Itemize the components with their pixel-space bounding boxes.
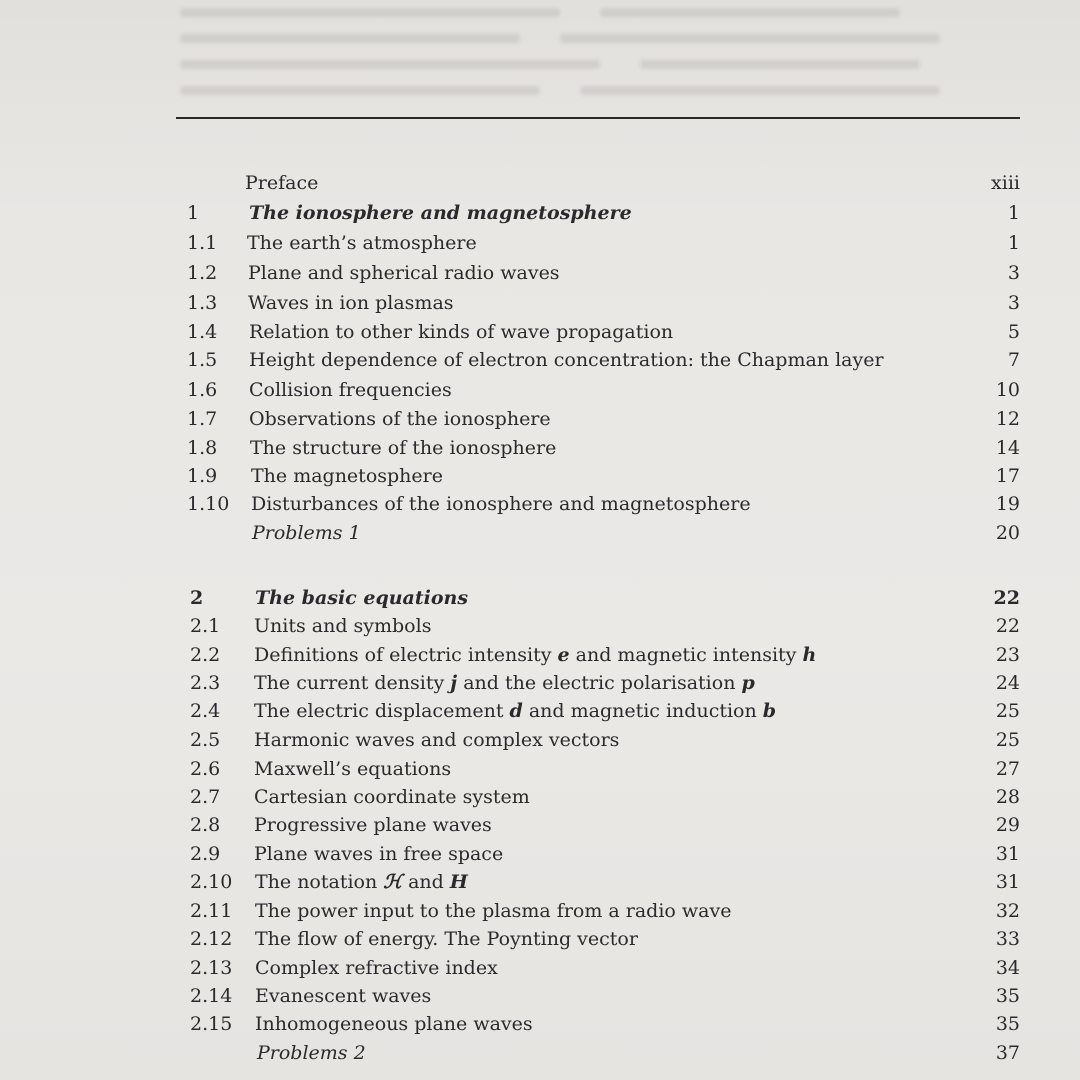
toc-entry (190, 698, 1020, 724)
toc-number: 1.2 (187, 262, 218, 284)
toc-entry (190, 1011, 1020, 1037)
toc-number: 1 (187, 202, 200, 224)
toc-entry (187, 347, 1020, 373)
toc-entry (190, 670, 1020, 696)
toc-entry (190, 983, 1020, 1009)
toc-number: 1.6 (187, 379, 218, 401)
toc-title: The structure of the ionosphere (250, 437, 557, 459)
toc-number: 2.1 (190, 615, 221, 637)
toc-title: The ionosphere and magnetosphere (249, 202, 632, 224)
symbol: ℋ (383, 871, 403, 893)
title-text: The notation (255, 871, 384, 893)
toc-page-number: 14 (995, 437, 1020, 459)
toc-title (254, 642, 816, 668)
title-text: Definitions of electric intensity (254, 644, 558, 666)
toc-title: Progressive plane waves (254, 814, 492, 836)
toc-number: 1.9 (187, 465, 218, 487)
toc-entry (190, 784, 1020, 810)
toc-page-number: 25 (995, 700, 1020, 722)
symbol: e (557, 644, 570, 666)
toc-entry (190, 642, 1020, 668)
symbol: h (802, 644, 817, 666)
toc-title: Plane waves in free space (254, 843, 504, 865)
toc-page-number: 12 (995, 408, 1020, 430)
toc-number: 2.15 (190, 1013, 233, 1035)
toc-number: 2.8 (190, 814, 221, 836)
toc-page-number: 3 (1007, 292, 1020, 314)
toc-entry-problems (190, 1040, 1020, 1066)
toc-title: Complex refractive index (255, 957, 498, 979)
toc-page-number: 29 (995, 814, 1020, 836)
toc-chapter-heading (187, 200, 1020, 226)
toc-entry (190, 812, 1020, 838)
toc-number: 2.4 (190, 700, 221, 722)
toc-number: 1.1 (187, 232, 218, 254)
toc-number: 2.5 (190, 729, 221, 751)
toc-number: 2.7 (190, 786, 221, 808)
symbol: H (449, 871, 468, 893)
toc-title: Inhomogeneous plane waves (255, 1013, 533, 1035)
toc-page-number: 23 (995, 644, 1020, 666)
toc-number: 2.9 (190, 843, 221, 865)
toc-number: 2 (190, 587, 204, 609)
toc-entry (190, 841, 1020, 867)
toc-page-number: 35 (995, 985, 1020, 1007)
toc-title: Evanescent waves (255, 985, 432, 1007)
symbol: p (741, 672, 755, 694)
toc-title: Preface (245, 172, 319, 194)
title-text: and (402, 871, 450, 893)
toc-number: 1.3 (187, 292, 218, 314)
toc-entry (187, 319, 1020, 345)
toc-title (254, 698, 776, 724)
symbol: b (762, 700, 777, 722)
toc-title: The earth’s atmosphere (247, 232, 477, 254)
toc-title: Waves in ion plasmas (248, 292, 454, 314)
toc-number: 2.6 (190, 758, 221, 780)
toc-page-number: 27 (995, 758, 1020, 780)
toc-entry (187, 230, 1020, 256)
toc-number: 2.3 (190, 672, 221, 694)
toc-page-number: 31 (995, 871, 1020, 893)
title-text: The current density (254, 672, 451, 694)
toc-page-number: 35 (995, 1013, 1020, 1035)
toc-page-number: 3 (1007, 262, 1020, 284)
toc-entry (187, 260, 1020, 286)
toc-entry (187, 463, 1020, 489)
toc-page-number: 22 (995, 615, 1020, 637)
toc-title: Problems 2 (257, 1042, 366, 1064)
toc-page-number: 37 (995, 1042, 1020, 1064)
toc-entry (187, 290, 1020, 316)
toc-title: The magnetosphere (251, 465, 443, 487)
toc-title: The basic equations (255, 587, 469, 609)
symbol: d (509, 700, 523, 722)
toc-number: 1.8 (187, 437, 218, 459)
toc-page-number: 22 (993, 587, 1020, 609)
toc-page-number: 28 (995, 786, 1020, 808)
title-text: and the electric polarisation (457, 672, 742, 694)
toc-number: 2.10 (190, 871, 233, 893)
toc-title: Observations of the ionosphere (249, 408, 551, 430)
title-text: The electric displacement (254, 700, 510, 722)
toc-page-number: 31 (995, 843, 1020, 865)
toc-title: Cartesian coordinate system (254, 786, 530, 808)
toc-number: 2.11 (190, 900, 233, 922)
toc-number: 2.12 (190, 928, 233, 950)
toc-number: 2.2 (190, 644, 221, 666)
toc-title (255, 869, 468, 895)
toc-entry (190, 898, 1020, 924)
toc-page-number: 19 (995, 493, 1020, 515)
toc-title: Harmonic waves and complex vectors (254, 729, 620, 751)
symbol: j (450, 672, 458, 694)
toc-page-number: 34 (995, 957, 1020, 979)
toc-number: 1.10 (187, 493, 230, 515)
toc-page-number: 5 (1007, 321, 1020, 343)
toc-number: 2.13 (190, 957, 233, 979)
title-text: and magnetic intensity (569, 644, 803, 666)
toc-title: The flow of energy. The Poynting vector (255, 928, 638, 950)
toc-page-number: 32 (995, 900, 1020, 922)
toc-entry (190, 869, 1020, 895)
toc-title: Collision frequencies (249, 379, 452, 401)
toc-entry (190, 613, 1020, 639)
toc-page-number: 33 (995, 928, 1020, 950)
toc-chapter-heading (190, 585, 1020, 611)
toc-number: 1.4 (187, 321, 218, 343)
toc-number: 1.5 (187, 349, 218, 371)
toc-entry-problems (187, 520, 1020, 546)
toc-title: Relation to other kinds of wave propagation (249, 321, 674, 343)
toc-title (254, 670, 755, 696)
toc-page-number: 17 (995, 465, 1020, 487)
toc-title: Units and symbols (254, 615, 432, 637)
toc-page-number: 1 (1007, 232, 1020, 254)
toc-title: Maxwell’s equations (254, 758, 452, 780)
toc-entry (190, 926, 1020, 952)
toc-entry (187, 406, 1020, 432)
toc-title: Problems 1 (252, 522, 361, 544)
toc-page-number: 25 (995, 729, 1020, 751)
toc-entry (187, 491, 1020, 517)
toc-entry (190, 756, 1020, 782)
toc-entry (187, 435, 1020, 461)
toc-page-number: xiii (991, 172, 1020, 194)
toc-entry (190, 955, 1020, 981)
toc-entry (190, 727, 1020, 753)
toc-title: The power input to the plasma from a radio wave (255, 900, 732, 922)
toc-number: 1.7 (187, 408, 218, 430)
toc-number: 2.14 (190, 985, 233, 1007)
toc-title: Plane and spherical radio waves (248, 262, 560, 284)
toc-entry-preface (187, 170, 1020, 196)
toc-page-number: 1 (1007, 202, 1020, 224)
title-text: and magnetic induction (522, 700, 763, 722)
toc-page-number: 24 (995, 672, 1020, 694)
toc-title: Disturbances of the ionosphere and magnetosphere (251, 493, 751, 515)
toc-page-number: 7 (1007, 349, 1020, 371)
toc-title: Height dependence of electron concentration: the Chapman layer (249, 349, 884, 371)
toc-entry (187, 377, 1020, 403)
toc-page-number: 20 (995, 522, 1020, 544)
toc-page-number: 10 (995, 379, 1020, 401)
